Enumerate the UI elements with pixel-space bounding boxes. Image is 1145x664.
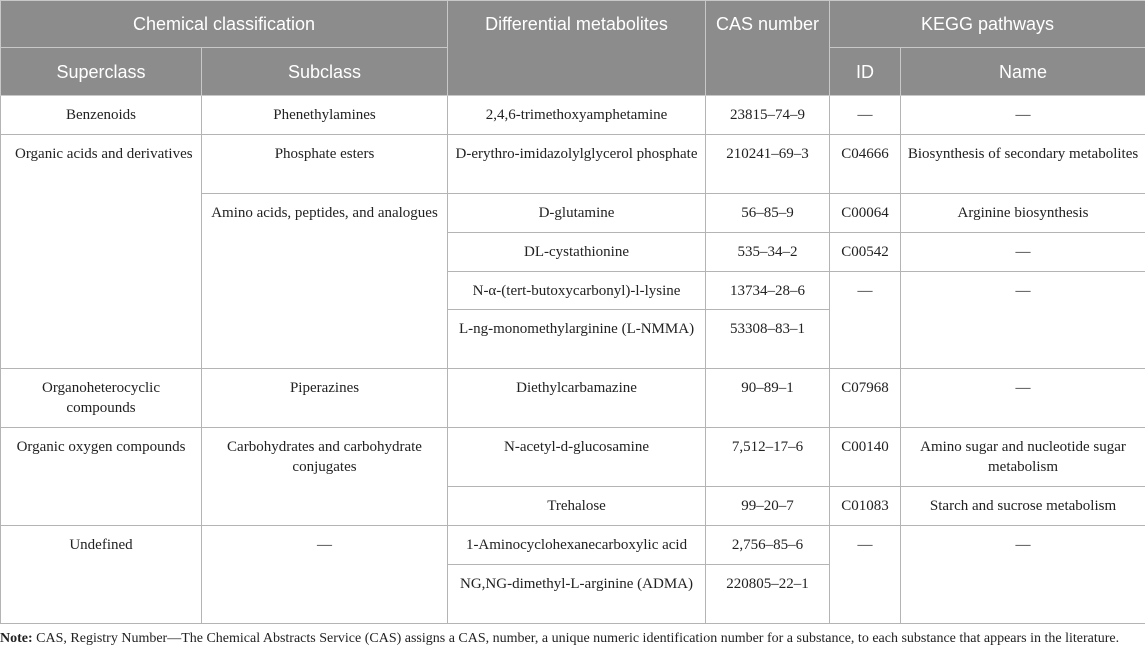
kegg-name-cell: Biosynthesis of secondary metabolites <box>901 135 1145 194</box>
note-text: CAS, Registry Number—The Chemical Abstracts Service (CAS) assigns a CAS, number, a unique numeric identification number for a substance, to each substance that appears in the literature. <box>32 631 1120 646</box>
subclass-cell: Phenethylamines <box>202 96 448 135</box>
kegg-id-cell: C07968 <box>830 369 901 428</box>
metabolite-cell: Diethylcarbamazine <box>448 369 706 428</box>
cas-cell: 13734–28–6 <box>706 272 830 310</box>
subclass-cell: — <box>202 526 448 624</box>
metabolite-cell: NG,NG-dimethyl-L-arginine (ADMA) <box>448 565 706 624</box>
kegg-id-cell: C04666 <box>830 135 901 194</box>
superclass-cell: Organic oxygen compounds <box>1 428 202 526</box>
table-row <box>1 526 1145 565</box>
kegg-name-cell: — <box>901 233 1145 272</box>
cas-cell: 210241–69–3 <box>706 135 830 194</box>
cas-cell: 99–20–7 <box>706 487 830 526</box>
metabolite-cell: D-erythro-imidazolylglycerol phosphate <box>448 135 706 194</box>
header-differential-metabolites: Differential metabolites <box>448 1 706 96</box>
kegg-id-cell: C00542 <box>830 233 901 272</box>
cas-cell: 2,756–85–6 <box>706 526 830 565</box>
kegg-id-cell: — <box>830 526 901 624</box>
kegg-name-cell: — <box>901 526 1145 624</box>
kegg-id-cell: C00140 <box>830 428 901 487</box>
kegg-id-cell: C01083 <box>830 487 901 526</box>
metabolite-cell: 2,4,6-trimethoxyamphetamine <box>448 96 706 135</box>
metabolite-cell: L-ng-monomethylarginine (L-NMMA) <box>448 310 706 369</box>
cas-cell: 90–89–1 <box>706 369 830 428</box>
table-row <box>1 428 1145 487</box>
metabolite-cell: N-acetyl-d-glucosamine <box>448 428 706 487</box>
superclass-cell: Organic acids and derivatives <box>1 135 202 369</box>
header-chemical-classification: Chemical classification <box>1 1 448 48</box>
cas-cell: 53308–83–1 <box>706 310 830 369</box>
kegg-name-cell: — <box>901 369 1145 428</box>
kegg-id-cell: C00064 <box>830 194 901 233</box>
kegg-name-cell: Amino sugar and nucleotide sugar metabolism <box>901 428 1145 487</box>
table-row <box>1 96 1145 135</box>
header-id: ID <box>830 48 901 96</box>
cas-cell: 7,512–17–6 <box>706 428 830 487</box>
subclass-cell: Phosphate esters <box>202 135 448 194</box>
kegg-name-cell: Arginine biosynthesis <box>901 194 1145 233</box>
header-row-top <box>1 1 1145 48</box>
superclass-cell: Organoheterocyclic compounds <box>1 369 202 428</box>
table-row <box>1 135 1145 194</box>
cas-cell: 220805–22–1 <box>706 565 830 624</box>
metabolite-cell: 1-Aminocyclohexanecarboxylic acid <box>448 526 706 565</box>
table-footnote <box>0 629 1145 648</box>
subclass-cell: Amino acids, peptides, and analogues <box>202 194 448 369</box>
superclass-cell: Benzenoids <box>1 96 202 135</box>
kegg-id-cell: — <box>830 96 901 135</box>
table-row <box>1 369 1145 428</box>
cas-cell: 23815–74–9 <box>706 96 830 135</box>
cas-cell: 56–85–9 <box>706 194 830 233</box>
kegg-name-cell: — <box>901 96 1145 135</box>
header-cas-number: CAS number <box>706 1 830 96</box>
header-superclass: Superclass <box>1 48 202 96</box>
kegg-name-cell: Starch and sucrose metabolism <box>901 487 1145 526</box>
header-name: Name <box>901 48 1145 96</box>
kegg-name-cell: — <box>901 272 1145 369</box>
metabolite-cell: DL-cystathionine <box>448 233 706 272</box>
metabolite-cell: Trehalose <box>448 487 706 526</box>
metabolite-cell: N-α-(tert-butoxycarbonyl)-l-lysine <box>448 272 706 310</box>
superclass-cell: Undefined <box>1 526 202 624</box>
kegg-id-cell: — <box>830 272 901 369</box>
cas-cell: 535–34–2 <box>706 233 830 272</box>
header-subclass: Subclass <box>202 48 448 96</box>
subclass-cell: Carbohydrates and carbohydrate conjugates <box>202 428 448 526</box>
metabolite-cell: D-glutamine <box>448 194 706 233</box>
subclass-cell: Piperazines <box>202 369 448 428</box>
note-label: Note: <box>0 631 33 646</box>
header-kegg-pathways: KEGG pathways <box>830 1 1145 48</box>
